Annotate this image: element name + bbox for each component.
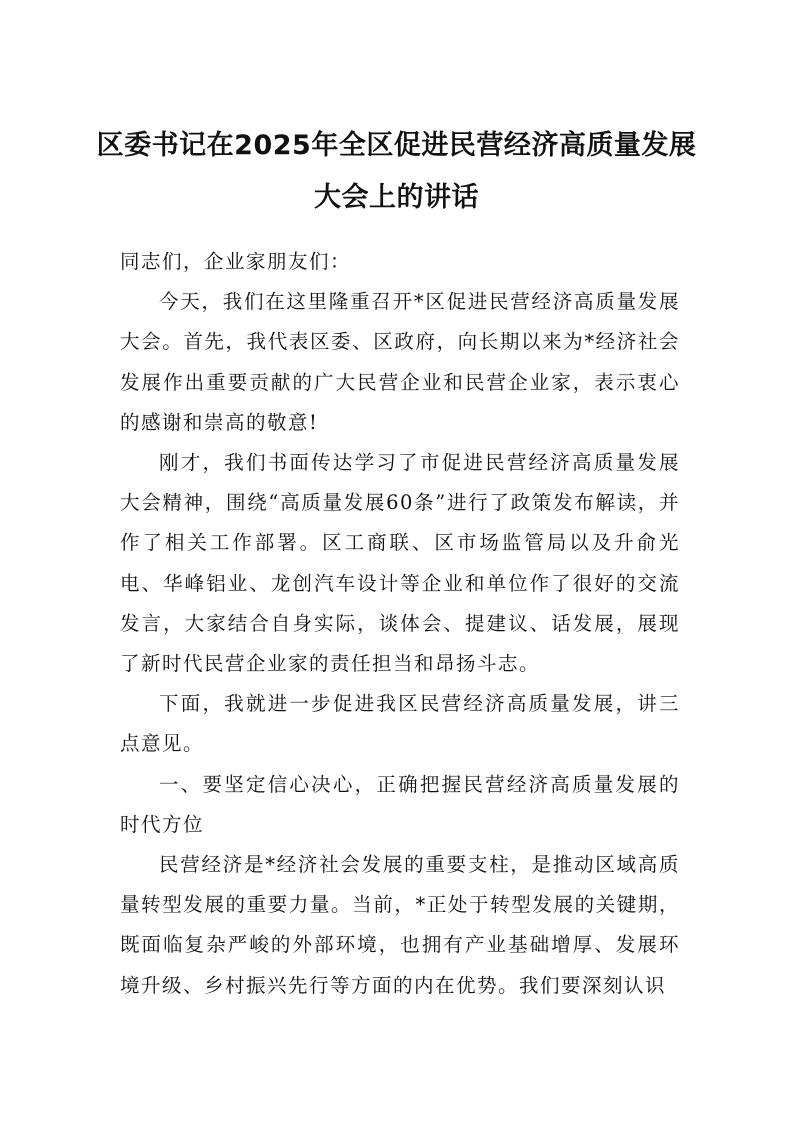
- document-body: [120, 242, 680, 1006]
- paragraph-review: 刚才，我们书面传达学习了市促进民营经济高质量发展大会精神，围绕“高质量发展60条”进行了政策发布解读，并作了相关工作部署。区工商联、区市场监管局以及升俞光电、华峰铝业、龙创汽车设计等企业和单位作了很好的交流发言，大家结合自身实际，谈体会、提建议、话发展，展现了新时代民营企业家的责任担当和昂扬斗志。: [120, 451, 680, 676]
- section-heading-1: 一、要坚定信心决心，正确把握民营经济高质量发展的时代方位: [120, 772, 680, 836]
- paragraph-section-1: 民营经济是*经济社会发展的重要支柱，是推动区域高质量转型发展的重要力量。当前，*正处于转型发展的关键期，既面临复杂严峻的外部环境，也拥有产业基础增厚、发展环境升级、乡村振兴先行等方面的内在优势。我们要深刻认识: [120, 853, 680, 997]
- paragraph-intro-points: 下面，我就进一步促进我区民营经济高质量发展，讲三点意见。: [120, 692, 680, 756]
- document-title: 区委书记在2025年全区促进民营经济高质量发展大会上的讲话: [96, 130, 697, 213]
- paragraph-opening: 今天，我们在这里隆重召开*区促进民营经济高质量发展大会。首先，我代表区委、区政府，向长期以来为*经济社会发展作出重要贡献的广大民营企业和民营企业家，表示衷心的感谢和崇高的敬意!: [120, 290, 680, 434]
- salutation: 同志们，企业家朋友们：: [120, 250, 352, 273]
